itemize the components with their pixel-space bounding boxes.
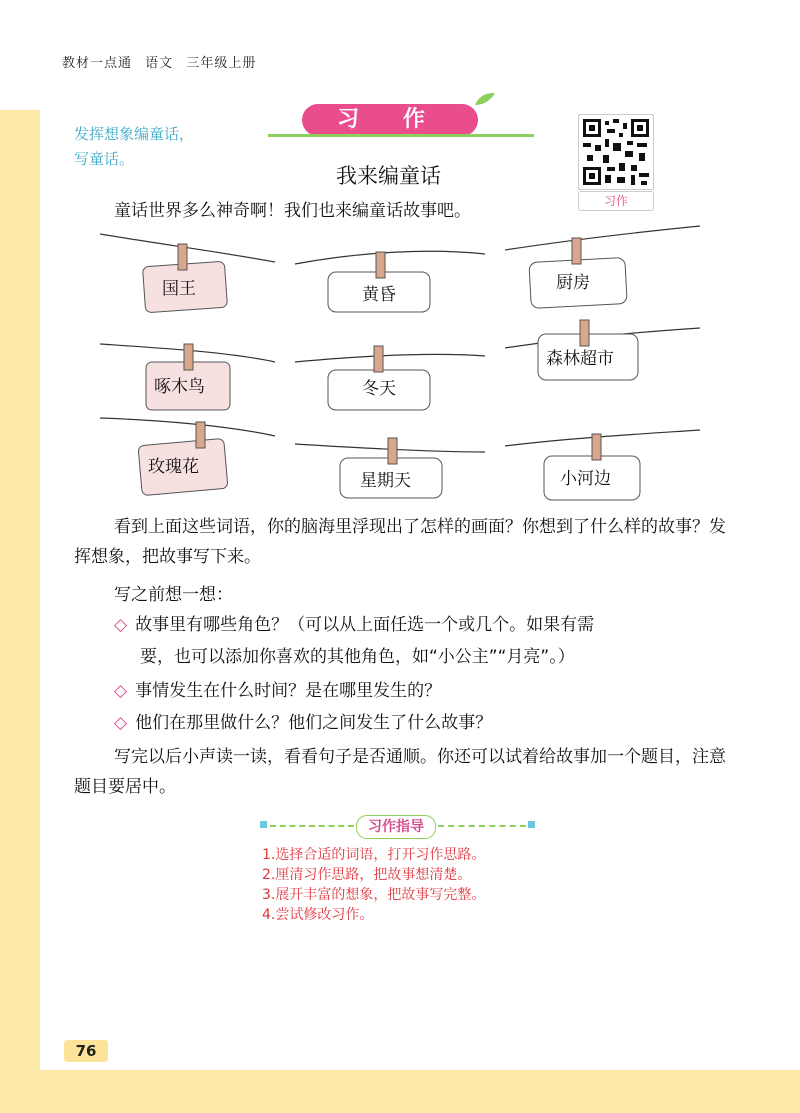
exercise-subtitle: 我来编童话 — [336, 164, 441, 188]
question-3 — [114, 708, 734, 738]
question-1 — [114, 610, 734, 640]
grade-name: 三年级上册 — [186, 56, 257, 71]
leaf-icon — [474, 92, 496, 106]
diamond-icon: ◇ — [114, 681, 128, 701]
guide-dash-right — [438, 825, 526, 827]
guide-item: 4.尝试修改习作。 — [262, 907, 374, 923]
question-1-cont: 要，也可以添加你喜欢的其他角色，如“小公主”“月亮”。） — [140, 647, 575, 667]
question-2 — [114, 676, 734, 706]
word-card-5: 森林超市 — [546, 349, 614, 369]
page-edge-bottom — [0, 1070, 800, 1113]
word-card-6: 玫瑰花 — [148, 457, 199, 477]
page-edge-left — [0, 110, 40, 1113]
guide-item: 3.展开丰富的想象，把故事写完整。 — [262, 887, 486, 903]
word-card-illustration — [100, 222, 704, 504]
qr-label: 习作 — [578, 191, 654, 211]
diamond-icon: ◇ — [114, 615, 128, 635]
page-number: 76 — [64, 1040, 108, 1062]
guide-dash-left — [270, 825, 354, 827]
guide-list — [262, 845, 485, 925]
guide-item: 1.选择合适的词语，打开习作思路。 — [262, 847, 486, 863]
section-title — [302, 104, 478, 136]
qr-code-icon[interactable] — [578, 114, 654, 190]
section-title-text: 习 作 — [337, 107, 443, 132]
word-card-7: 星期天 — [360, 471, 411, 491]
guide-title: 习作指导 — [356, 815, 436, 839]
guide-item: 2.厘清习作思路，把故事想清楚。 — [262, 867, 472, 883]
paragraph-1: 看到上面这些词语，你的脑海里浮现出了怎样的画面？你想到了什么样的故事？发挥想象，把故事写下来。 — [74, 517, 726, 567]
guide-dot-right — [528, 821, 535, 828]
question-1-text: 故事里有哪些角色？（可以从上面任选一个或几个。如果有需 — [135, 615, 595, 635]
word-card-1: 黄昏 — [362, 285, 396, 305]
paragraph-2: 写完以后小声读一读，看看句子是否通顺。你还可以试着给故事加一个题目，注意题目要居中。 — [74, 747, 726, 797]
word-card-2: 厨房 — [556, 273, 590, 293]
diamond-icon: ◇ — [114, 713, 128, 733]
word-card-8: 小河边 — [560, 469, 611, 489]
intro-text: 童话世界多么神奇啊！我们也来编童话故事吧。 — [114, 201, 471, 221]
guide-dot-left — [260, 821, 267, 828]
running-header — [62, 52, 264, 71]
word-card-3: 啄木鸟 — [154, 377, 205, 397]
word-card-4: 冬天 — [362, 379, 396, 399]
question-2-text: 事情发生在什么时间？是在哪里发生的？ — [135, 681, 442, 701]
word-card-0: 国王 — [162, 279, 196, 299]
book-name: 教材一点通 — [62, 56, 133, 71]
think-first: 写之前想一想： — [114, 585, 233, 605]
title-underline — [268, 134, 534, 137]
side-note: 发挥想象编童话，写童话。 — [74, 125, 195, 168]
subject-name: 语文 — [145, 56, 174, 71]
question-3-text: 他们在那里做什么？他们之间发生了什么故事？ — [135, 713, 493, 733]
